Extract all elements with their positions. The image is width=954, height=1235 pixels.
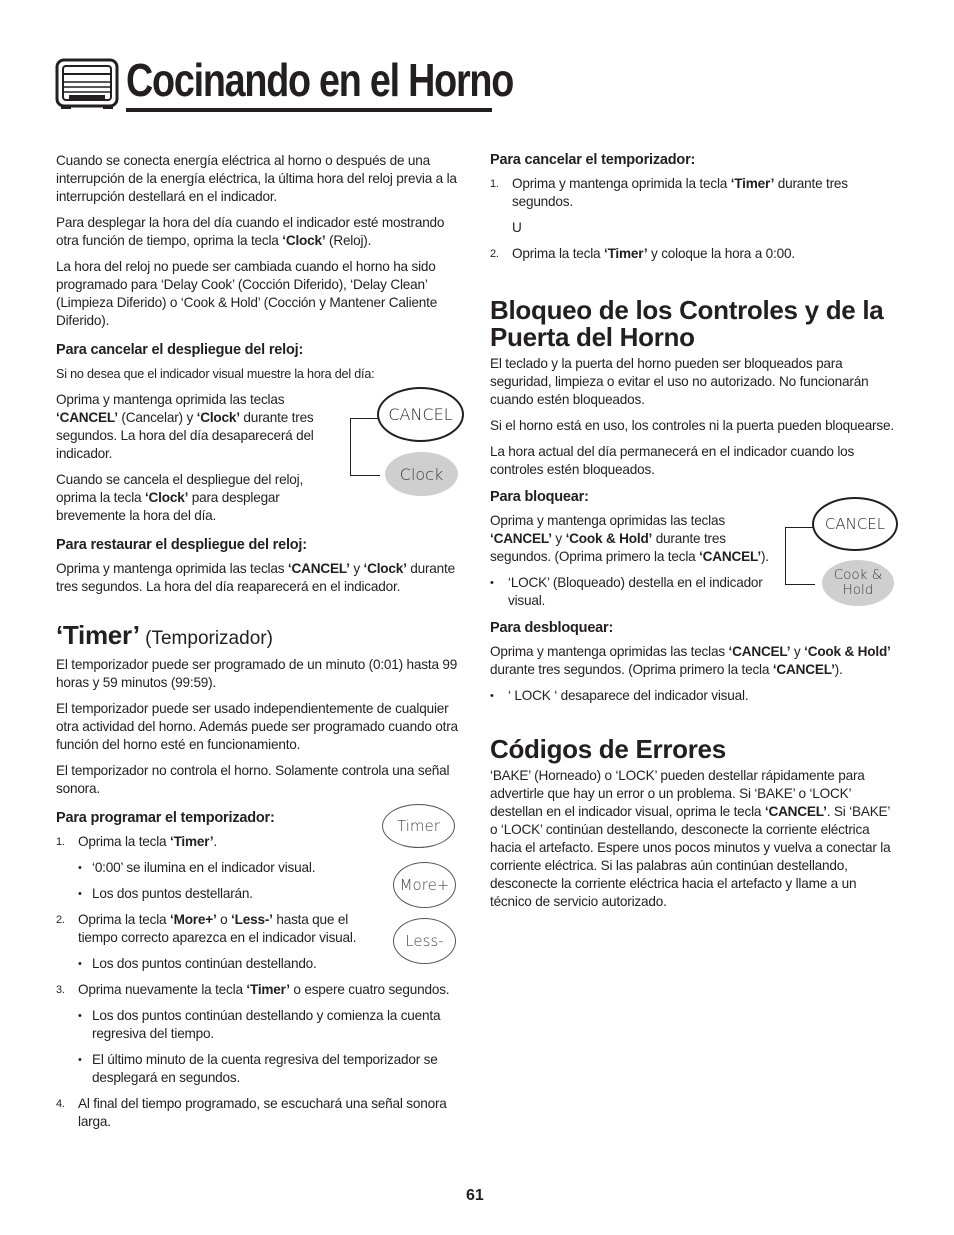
timer-step-1: 1. Oprima la tecla ‘Timer’. [56, 834, 218, 849]
cancel-timer-heading: Para cancelar el temporizador: [490, 152, 696, 168]
lock-p1: El teclado y la puerta del horno pueden ser bloqueados para seguridad, limpieza o evitar el uso no autorizado. No funcionarán cuando estén bloqueados. [490, 356, 869, 407]
lock-key-bracket [785, 527, 815, 585]
clock-key: Clock [385, 452, 458, 496]
timer-p2: El temporizador puede ser usado independientemente de cualquier otra actividad del horno. Además puede ser programado cuando otra función del horno esté en funcionamiento. [56, 701, 458, 752]
timer-step-2: 2. Oprima la tecla ‘More+’ o ‘Less-’ hasta que el tiempo correcto aparezca en el indicador visual. [56, 912, 357, 945]
errors-paragraph: ‘BAKE’ (Horneado) o ‘LOCK’ pueden destellar rápidamente para advertirle que hay un error o un problema. Si ‘BAKE’ o ‘LOCK’ destellan en el indicador visual, oprima le tecla ‘CANCEL’. Si ‘BAKE’ o ‘LOCK’ continúan destellando, desconecte la corriente eléctrica hacia el artefacto. Espere unos pocos minutos y vuelva a conectar la corriente eléctrica. Si las palabras aún continúan destellando, desconecte la corriente eléctrica hacia el artefacto y llame a un técnico de servicio autorizado. [490, 768, 891, 909]
cancel-clock-p1: Si no desea que el indicador visual muestre la hora del día: [56, 367, 375, 381]
more-key: More+ [393, 862, 456, 908]
oven-icon [55, 58, 119, 110]
errors-section [490, 736, 900, 919]
cancel-key: CANCEL [377, 387, 464, 442]
cancel-clock-heading: Para cancelar el despliegue del reloj: [56, 342, 304, 358]
restore-clock-heading: Para restaurar el despliegue del reloj: [56, 537, 307, 553]
timer-heading: ‘Timer’ (Temporizador) [56, 620, 273, 650]
restore-clock-paragraph: Oprima y mantenga oprimida las teclas ‘CANCEL’ y ‘Clock’ durante tres segundos. La hora del día reaparecerá en el indicador. [56, 561, 455, 594]
left-column [56, 152, 466, 604]
cook-hold-key [822, 560, 894, 606]
unlock-instructions: Oprima y mantenga oprimidas las teclas ‘CANCEL’ y ‘Cook & Hold’ durante tres segundos. (Oprima primero la tecla ‘CANCEL’). [490, 644, 891, 677]
unlock-subheading: Para desbloquear: [490, 620, 614, 636]
lock-subheading: Para bloquear: [490, 489, 589, 505]
timer-step-2-bullet-1: • Los dos puntos continúan destellando. [56, 955, 466, 973]
intro-paragraph-2: Para desplegar la hora del día cuando el indicador esté mostrando otra función de tiempo, oprima la tecla ‘Clock’ (Reloj). [56, 215, 445, 248]
cancel-clock-p3: Cuando se cancela el despliegue del reloj, oprima la tecla ‘Clock’ para desplegar brevemente la hora del día. [56, 472, 304, 523]
page-title: Cocinando en el Horno [126, 54, 514, 106]
timer-step-1-bullet-2: • Los dos puntos destellarán. [56, 885, 466, 903]
right-column [490, 150, 900, 271]
timer-p3: El temporizador no controla el horno. Solamente controla una señal sonora. [56, 763, 450, 796]
title-underline [126, 108, 492, 112]
cancel-clock-p2: Oprima y mantenga oprimida las teclas ‘CANCEL’ (Cancelar) y ‘Clock’ durante tres segundos. La hora del día desaparecerá del indicador. [56, 392, 314, 461]
intro-paragraph-1: Cuando se conecta energía eléctrica al horno o después de una interrupción de la energía eléctrica, la última hora del reloj previa a la interrupción destellará en el indicador. [56, 153, 457, 204]
lock-cancel-key: CANCEL [812, 497, 898, 551]
timer-step-3-bullet-2: • El último minuto de la cuenta regresiva del temporizador se desplegará en segundos. [56, 1051, 466, 1087]
lock-instructions: Oprima y mantenga oprimidas las teclas ‘CANCEL’ y ‘Cook & Hold’ durante tres segundos. (Oprima primero la tecla ‘CANCEL’). [490, 513, 769, 564]
cancel-timer-step-2: 2. Oprima la tecla ‘Timer’ y coloque la hora a 0:00. [490, 246, 795, 261]
timer-key: Timer [382, 804, 455, 848]
timer-step-3-bullet-1: • Los dos puntos continúan destellando y comienza la cuenta regresiva del tiempo. [56, 1007, 466, 1043]
key-bracket [350, 418, 380, 476]
lock-heading: Bloqueo de los Controles y de la Puerta del Horno [490, 295, 884, 352]
cook-hold-key-line-1: Cook & [833, 567, 883, 583]
cook-hold-key-line-2: Hold [842, 582, 874, 598]
unlock-bullet: • ‘ LOCK ‘ desaparece del indicador visual. [490, 687, 900, 705]
timer-step-3: 3. Oprima nuevamente la tecla ‘Timer’ o espere cuatro segundos. [56, 982, 450, 997]
lock-p2: Si el horno está en uso, los controles ni la puerta pueden bloquearse. [490, 418, 894, 433]
cancel-timer-or: U [512, 220, 522, 235]
timer-step-4: 4. Al final del tiempo programado, se escuchará una señal sonora larga. [56, 1096, 447, 1129]
lock-bullet: • ‘LOCK’ (Bloqueado) destella en el indicador visual. [490, 574, 773, 610]
less-key: Less- [393, 918, 456, 964]
intro-paragraph-3: La hora del reloj no puede ser cambiada cuando el horno ha sido programado para ‘Delay Cook’ (Cocción Diferido), ‘Delay Clean’ (Limpieza Diferido) o ‘Cook & Hold’ (Cocción y Mantener Caliente Diferido). [56, 259, 438, 328]
lock-p3: La hora actual del día permanecerá en el indicador cuando los controles estén bloqueados. [490, 444, 855, 477]
errors-heading: Códigos de Errores [490, 734, 726, 764]
page-number: 61 [466, 1187, 484, 1204]
program-timer-heading: Para programar el temporizador: [56, 810, 275, 826]
cancel-timer-step-1: 1. Oprima y mantenga oprimida la tecla ‘Timer’ durante tres segundos. [490, 176, 848, 209]
timer-step-1-bullet-1: • ‘0:00’ se ilumina en el indicador visual. [56, 859, 466, 877]
timer-p1: El temporizador puede ser programado de un minuto (0:01) hasta 99 horas y 59 minutos (99:59). [56, 657, 458, 690]
